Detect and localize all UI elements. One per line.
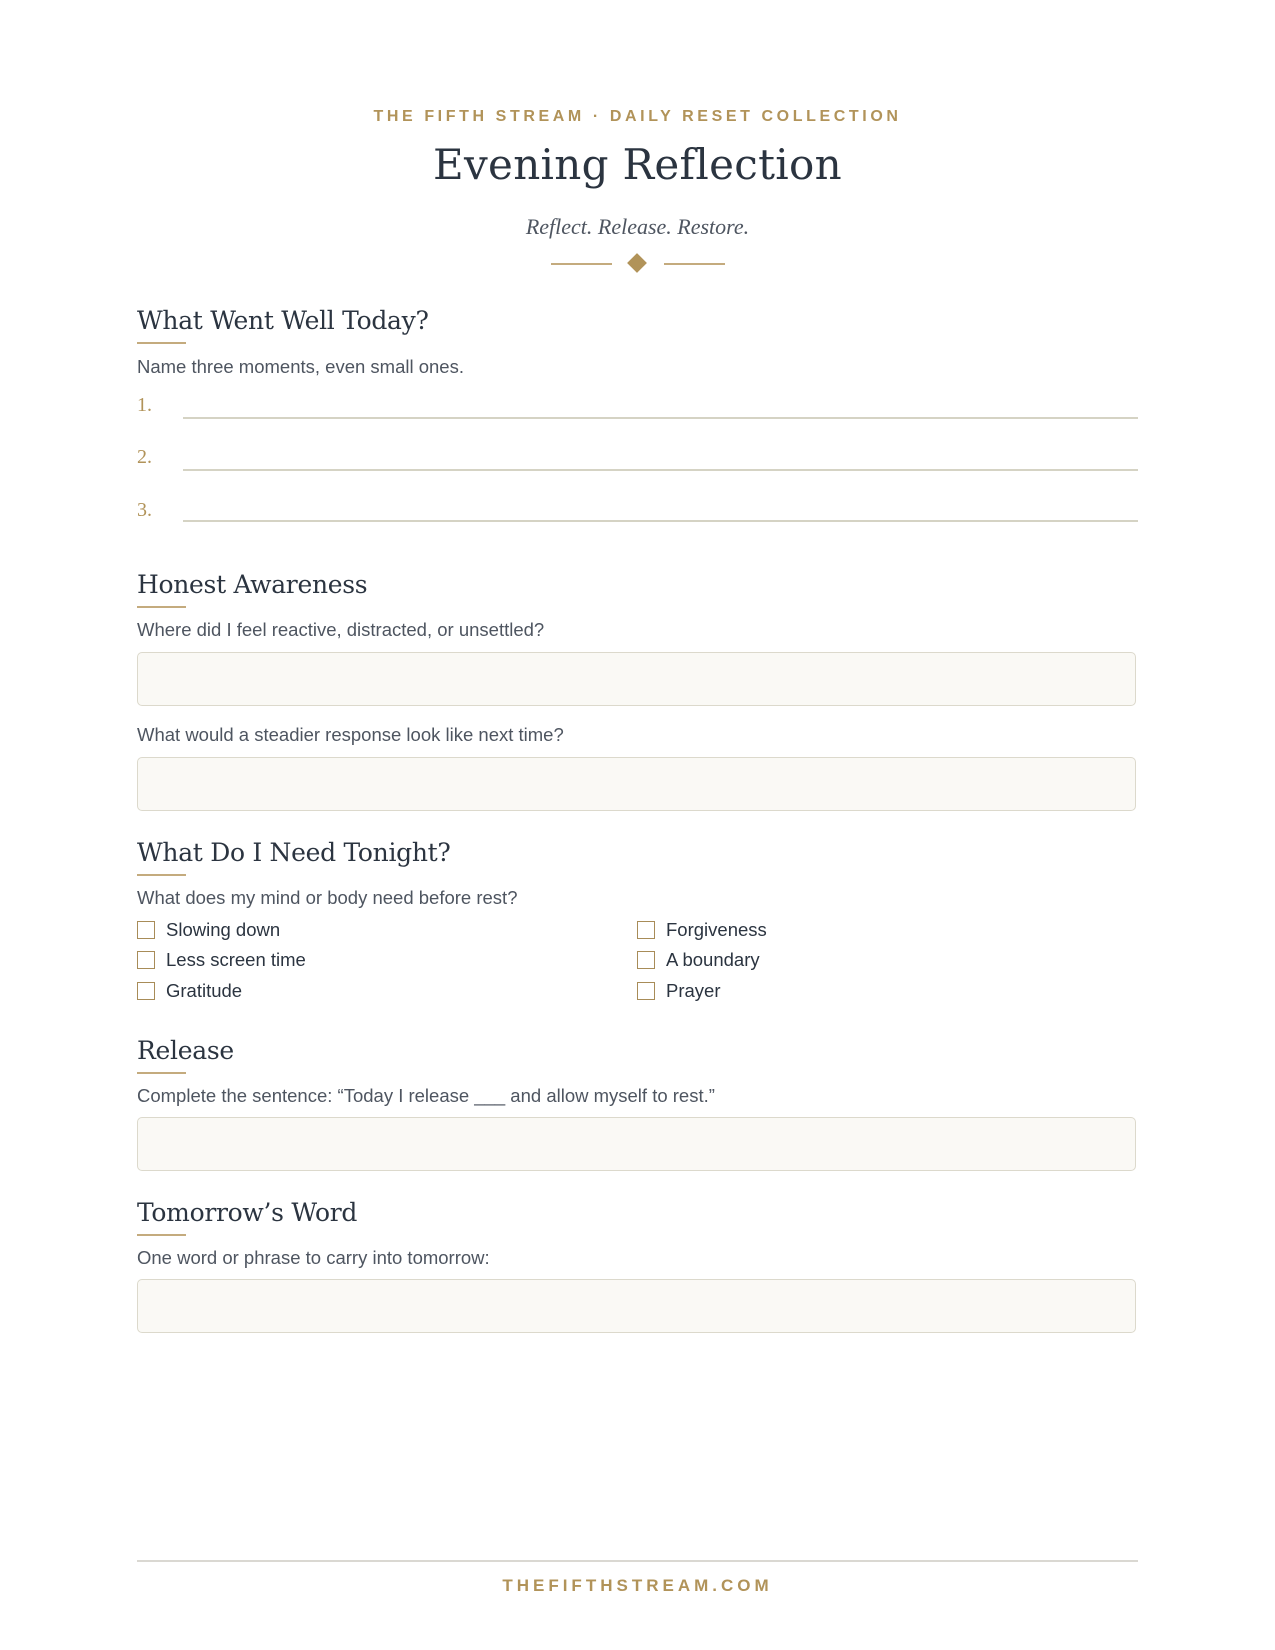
checkbox-label: Slowing down bbox=[166, 919, 281, 940]
checkbox-label: Forgiveness bbox=[666, 919, 767, 940]
page-title: Evening Reflection bbox=[433, 140, 842, 189]
ornament-line-left bbox=[551, 263, 612, 265]
checkbox-slowing-down[interactable] bbox=[137, 918, 280, 942]
item-number-2: 2. bbox=[137, 446, 152, 468]
section-heading-needs: What Do I Need Tonight? bbox=[137, 838, 451, 867]
checkbox-icon[interactable] bbox=[637, 982, 655, 1000]
section-underline bbox=[137, 606, 186, 608]
section-heading-tomorrow: Tomorrow’s Word bbox=[137, 1198, 358, 1227]
item-number-3: 3. bbox=[137, 499, 152, 521]
checkbox-label: Less screen time bbox=[166, 949, 306, 970]
checkbox-label: Gratitude bbox=[166, 980, 243, 1001]
worksheet-page bbox=[137, 0, 1138, 1650]
write-line-3[interactable] bbox=[183, 520, 1138, 522]
checkbox-label: A boundary bbox=[666, 949, 760, 970]
steadier-response-field[interactable] bbox=[137, 757, 1136, 811]
release-field[interactable] bbox=[137, 1117, 1136, 1171]
checkbox-icon[interactable] bbox=[137, 921, 155, 939]
checkbox-icon[interactable] bbox=[137, 982, 155, 1000]
needs-prompt: What does my mind or body need before rest? bbox=[137, 887, 518, 908]
tomorrow-word-field[interactable] bbox=[137, 1279, 1136, 1333]
write-line-1[interactable] bbox=[183, 417, 1138, 419]
page-subtitle: Reflect. Release. Restore. bbox=[525, 214, 750, 239]
checkbox-icon[interactable] bbox=[637, 951, 655, 969]
reactive-moment-field[interactable] bbox=[137, 652, 1136, 706]
checkbox-less-screen-time[interactable] bbox=[137, 948, 306, 972]
release-prompt: Complete the sentence: “Today I release ___ and allow myself to rest.” bbox=[137, 1085, 715, 1106]
checkbox-icon[interactable] bbox=[637, 921, 655, 939]
checkbox-forgiveness[interactable] bbox=[637, 918, 767, 942]
checkbox-icon[interactable] bbox=[137, 951, 155, 969]
checkbox-gratitude[interactable] bbox=[137, 979, 242, 1003]
collection-eyebrow: THE FIFTH STREAM · DAILY RESET COLLECTION bbox=[373, 108, 902, 125]
went-well-prompt: Name three moments, even small ones. bbox=[137, 356, 464, 377]
section-underline bbox=[137, 874, 186, 876]
section-heading-went-well: What Went Well Today? bbox=[137, 306, 429, 335]
checkbox-label: Prayer bbox=[666, 980, 721, 1001]
diamond-icon bbox=[627, 253, 647, 273]
write-line-2[interactable] bbox=[183, 469, 1138, 471]
section-underline bbox=[137, 1234, 186, 1236]
item-number-1: 1. bbox=[137, 394, 152, 416]
section-underline bbox=[137, 342, 186, 344]
awareness-prompt-2: What would a steadier response look like next time? bbox=[137, 724, 564, 745]
section-underline bbox=[137, 1072, 186, 1074]
tomorrow-prompt: One word or phrase to carry into tomorrow: bbox=[137, 1247, 490, 1268]
checkbox-prayer[interactable] bbox=[637, 979, 721, 1003]
footer-divider bbox=[137, 1560, 1138, 1562]
header-ornament bbox=[137, 254, 1138, 274]
awareness-prompt-1: Where did I feel reactive, distracted, or unsettled? bbox=[137, 619, 545, 640]
footer-website: THEFIFTHSTREAM.COM bbox=[502, 1576, 773, 1595]
ornament-line-right bbox=[664, 263, 725, 265]
section-heading-awareness: Honest Awareness bbox=[137, 570, 368, 599]
section-heading-release: Release bbox=[137, 1036, 234, 1065]
checkbox-a-boundary[interactable] bbox=[637, 948, 760, 972]
